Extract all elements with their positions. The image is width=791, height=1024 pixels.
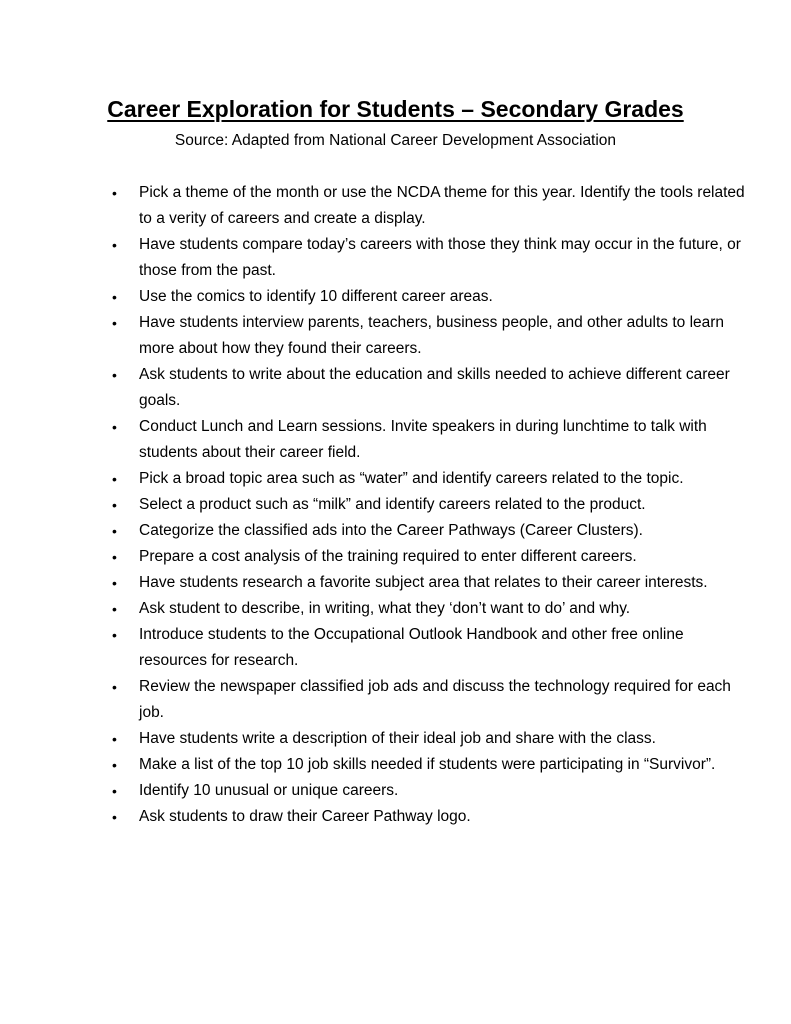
bullet-icon: • bbox=[112, 757, 117, 773]
bullet-icon: • bbox=[112, 185, 117, 201]
list-item-text: Have students write a description of their ideal job and share with the class. bbox=[139, 730, 656, 747]
bullet-icon: • bbox=[112, 549, 117, 565]
list-item bbox=[0, 232, 791, 284]
list-item-text: Categorize the classified ads into the Career Pathways (Career Clusters). bbox=[139, 522, 643, 539]
bullet-icon: • bbox=[112, 315, 117, 331]
list-item-text: Prepare a cost analysis of the training required to enter different careers. bbox=[139, 548, 637, 565]
bullet-icon: • bbox=[112, 237, 117, 253]
list-item bbox=[0, 726, 791, 752]
list-item bbox=[0, 752, 791, 778]
bullet-icon: • bbox=[112, 419, 117, 435]
list-item bbox=[0, 804, 791, 830]
list-item-text: Ask student to describe, in writing, what they ‘don’t want to do’ and why. bbox=[139, 600, 631, 617]
list-item-text: Ask students to draw their Career Pathway logo. bbox=[139, 808, 471, 825]
list-item bbox=[0, 414, 791, 466]
list-item bbox=[0, 518, 791, 544]
bullet-icon: • bbox=[112, 783, 117, 799]
list-item bbox=[0, 284, 791, 310]
source-line: Source: Adapted from National Career Development Association bbox=[174, 132, 617, 149]
list-item bbox=[0, 778, 791, 804]
bullet-icon: • bbox=[112, 809, 117, 825]
bullet-icon: • bbox=[112, 471, 117, 487]
activity-list bbox=[0, 180, 791, 830]
list-item bbox=[0, 492, 791, 518]
list-item-text: Make a list of the top 10 job skills needed if students were participating in “Survivor”. bbox=[139, 756, 716, 773]
list-item bbox=[0, 310, 791, 362]
document-title: Career Exploration for Students – Secondary Grades bbox=[107, 96, 684, 122]
list-item-text: Have students research a favorite subject area that relates to their career interests. bbox=[139, 574, 708, 591]
list-item bbox=[0, 544, 791, 570]
list-item-text: Have students compare today’s careers with those they think may occur in the future, or those from the past. bbox=[139, 236, 741, 279]
bullet-icon: • bbox=[112, 575, 117, 591]
list-item-text: Ask students to write about the education and skills needed to achieve different career goals. bbox=[139, 366, 730, 409]
bullet-icon: • bbox=[112, 289, 117, 305]
bullet-icon: • bbox=[112, 627, 117, 643]
list-item-text: Pick a broad topic area such as “water” and identify careers related to the topic. bbox=[139, 470, 684, 487]
bullet-icon: • bbox=[112, 731, 117, 747]
list-item-text: Have students interview parents, teachers, business people, and other adults to learn more about how they found their careers. bbox=[139, 314, 725, 357]
list-item bbox=[0, 622, 791, 674]
list-item bbox=[0, 466, 791, 492]
list-item-text: Select a product such as “milk” and identify careers related to the product. bbox=[139, 496, 646, 513]
list-item-text: Use the comics to identify 10 different career areas. bbox=[139, 288, 493, 305]
bullet-icon: • bbox=[112, 601, 117, 617]
list-item-text: Conduct Lunch and Learn sessions. Invite speakers in during lunchtime to talk with students about their career field. bbox=[139, 418, 707, 461]
bullet-icon: • bbox=[112, 367, 117, 383]
bullet-icon: • bbox=[112, 523, 117, 539]
list-item bbox=[0, 570, 791, 596]
bullet-icon: • bbox=[112, 679, 117, 695]
list-item-text: Identify 10 unusual or unique careers. bbox=[139, 782, 399, 799]
list-item bbox=[0, 180, 791, 232]
list-item-text: Introduce students to the Occupational Outlook Handbook and other free online resources for research. bbox=[139, 626, 684, 669]
list-item-text: Review the newspaper classified job ads and discuss the technology required for each job. bbox=[139, 678, 731, 721]
list-item bbox=[0, 596, 791, 622]
list-item-text: Pick a theme of the month or use the NCDA theme for this year. Identify the tools related to a verity of careers and create a display. bbox=[139, 184, 745, 227]
list-item bbox=[0, 362, 791, 414]
bullet-icon: • bbox=[112, 497, 117, 513]
list-item bbox=[0, 674, 791, 726]
